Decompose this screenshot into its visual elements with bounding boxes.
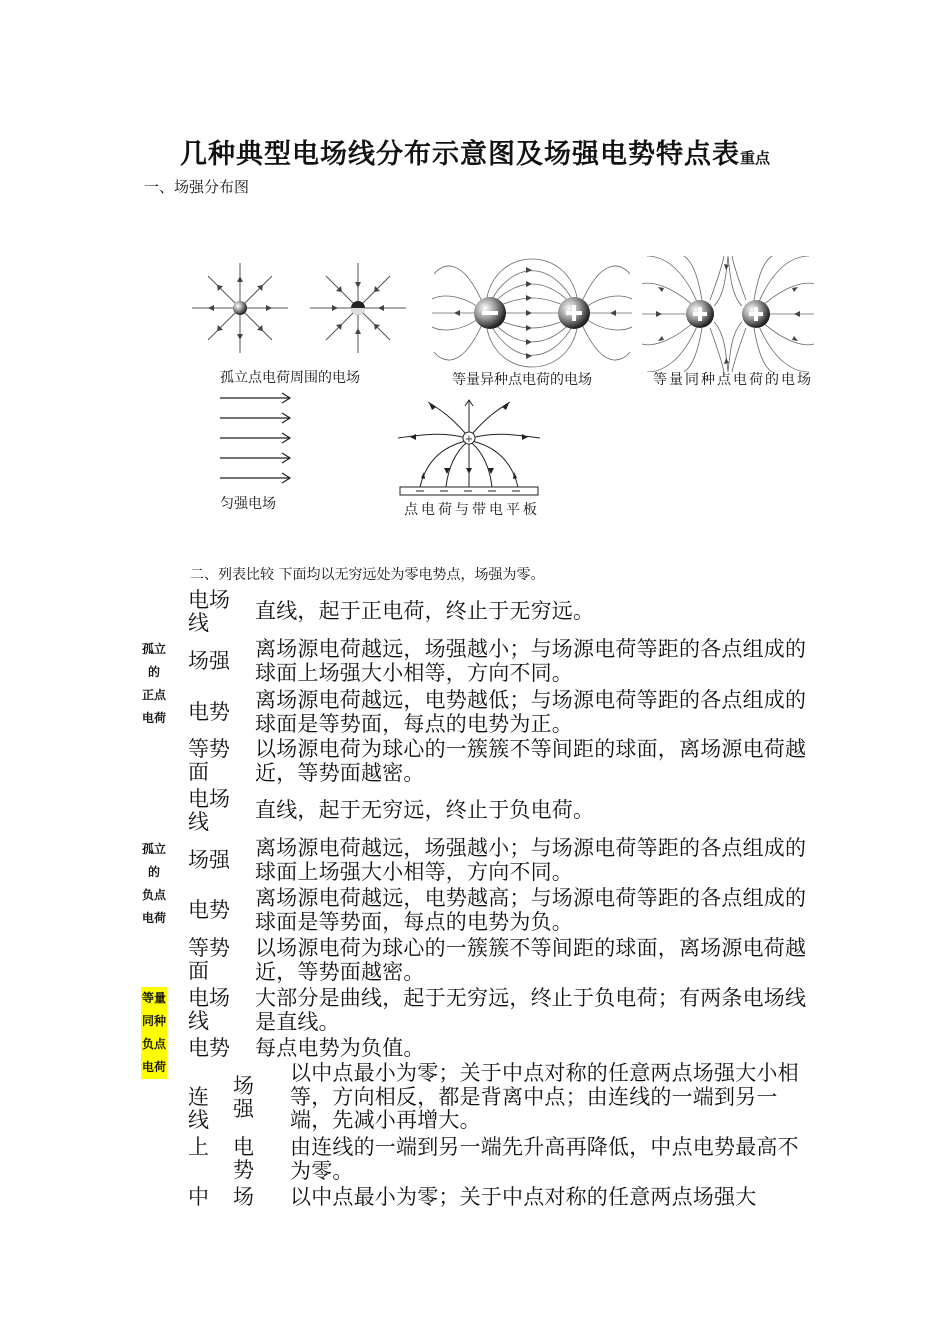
desc-potential: 离场源电荷越远，电势越低；与场源电荷等距的各点组成的球面是等势面，每点的电势为正。 (255, 688, 807, 736)
term-equipotential: 等势面 (188, 737, 230, 784)
term-field-lines: 电场线 (188, 588, 230, 635)
caption-isolated: 孤立点电荷周围的电场 (220, 370, 360, 386)
isolated-negative-diagram (308, 258, 408, 358)
desc-field-lines: 直线，起于正电荷，终止于无穷远。 (255, 599, 595, 623)
term-equipotential: 等势面 (188, 936, 230, 983)
section-1-heading: 一、场强分布图 (144, 178, 250, 196)
sub-term-strength: 场强 (233, 1074, 254, 1121)
term-potential: 电势 (188, 898, 230, 922)
group-label-like-negative: 等量 同种 负点 电荷 (136, 987, 172, 1079)
desc-potential: 离场源电荷越远，电势越高；与场源电荷等距的各点组成的球面是等势面，每点的电势为负。 (255, 886, 807, 934)
like-charges-diagram (642, 256, 814, 372)
page-title: 几种典型电场线分布示意图及场强电势特点表重点 (179, 139, 770, 170)
section-2-heading: 二、列表比较 下面均以无穷远处为零电势点，场强为零。 (190, 567, 545, 583)
caption-unlike: 等量异种点电荷的电场 (452, 372, 592, 388)
term-potential: 电势 (188, 700, 230, 724)
group-label-negative: 孤立 的 负点 电荷 (141, 842, 166, 925)
sub-heading-on: 上 (188, 1135, 209, 1159)
desc-field-strength: 离场源电荷越远，场强越小；与场源电荷等距的各点组成的球面上场强大小相等，方向不同。 (255, 836, 807, 884)
sub-desc-strength: 以中点最小为零；关于中点对称的任意两点场强大小相等，方向相反，都是背离中点；由连线的一端到另一端，先减小再增大。 (290, 1061, 799, 1132)
plus-sign: + (464, 434, 474, 445)
isolated-positive-diagram (190, 258, 290, 358)
desc-equipotential: 以场源电荷为球心的一簇簇不等间距的球面，离场源电荷越近，等势面越密。 (255, 936, 807, 984)
desc-field-strength: 离场源电荷越远，场强越小；与场源电荷等距的各点组成的球面上场强大小相等，方向不同。 (255, 637, 807, 685)
term-potential: 电势 (188, 1036, 230, 1060)
desc-potential: 每点电势为负值。 (255, 1036, 425, 1060)
title-suffix: 重点 (739, 149, 770, 167)
sub-heading-mid: 中 (188, 1185, 209, 1209)
sub-term-field: 场 (233, 1185, 254, 1209)
term-field-lines: 电场线 (188, 787, 230, 834)
desc-field-lines: 大部分是曲线，起于无穷远，终止于负电荷；有两条电场线是直线。 (255, 986, 807, 1034)
caption-plate: 点电荷与带电平板 (404, 502, 540, 518)
uniform-field-diagram (218, 388, 298, 488)
sub-desc-potential: 由连线的一端到另一端先升高再降低，中点电势最高不为零。 (290, 1135, 799, 1183)
desc-field-lines: 直线，起于无穷远，终止于负电荷。 (255, 798, 595, 822)
term-field-strength: 场强 (188, 848, 230, 872)
sub-heading-line: 连线 (188, 1085, 209, 1132)
term-field-lines: 电场线 (188, 986, 230, 1033)
sub-term-potential: 电势 (233, 1135, 254, 1182)
desc-equipotential: 以场源电荷为球心的一簇簇不等间距的球面，离场源电荷越近，等势面越密。 (255, 737, 807, 785)
term-field-strength: 场强 (188, 649, 230, 673)
group-label-positive: 孤立 的 正点 电荷 (141, 642, 166, 725)
point-plate-diagram (396, 392, 542, 502)
unlike-charges-diagram (432, 254, 632, 372)
caption-uniform: 匀强电场 (220, 496, 276, 512)
caption-like: 等量同种点电荷的电场 (653, 372, 813, 388)
sub-desc-field: 以中点最小为零；关于中点对称的任意两点场强大 (290, 1185, 757, 1209)
